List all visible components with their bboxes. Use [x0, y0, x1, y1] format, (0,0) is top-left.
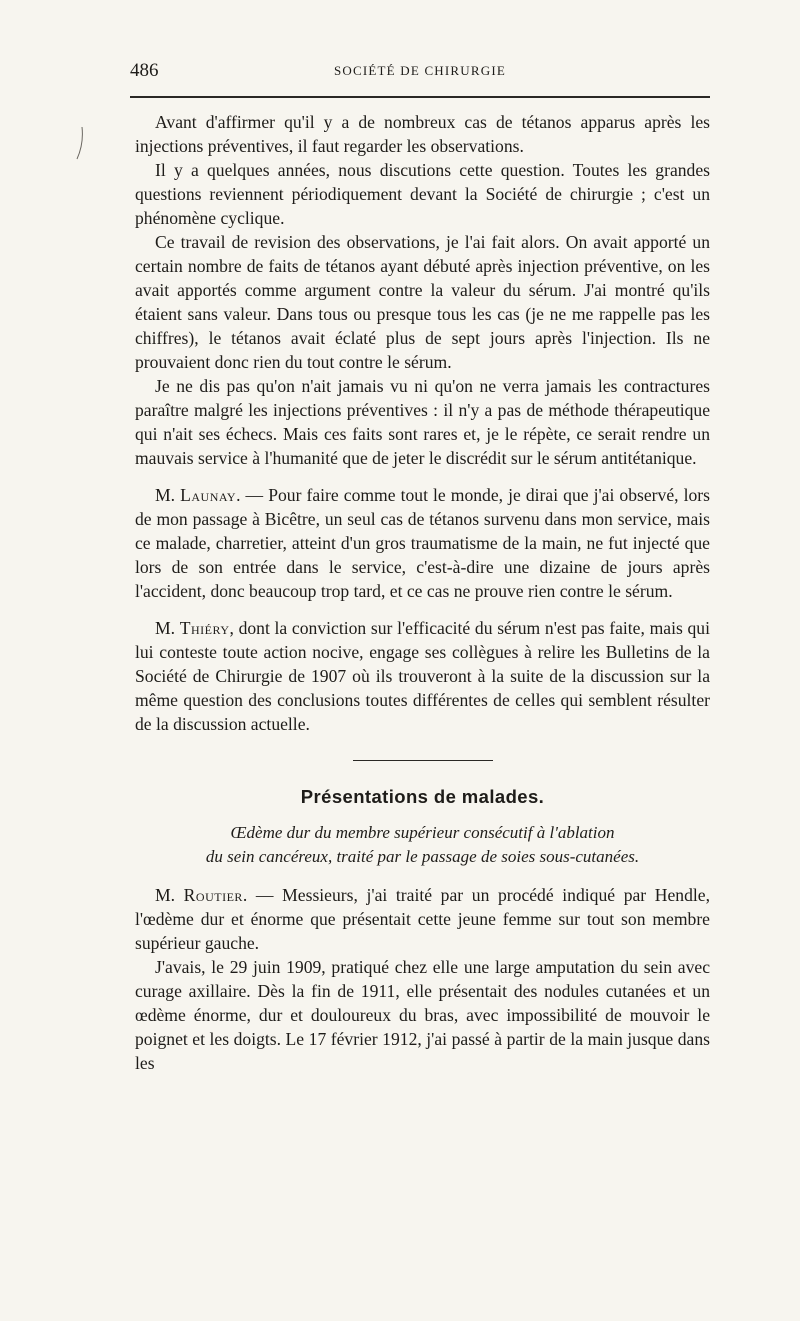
running-title: SOCIÉTÉ DE CHIRURGIE	[333, 63, 507, 78]
paragraph: Avant d'affirmer qu'il y a de nombreux cas de tétanos apparus après les injections préventives, il faut regarder les observations.	[135, 112, 710, 156]
speaker-prefix: M.	[155, 885, 184, 905]
speaker-name: Launay	[180, 485, 237, 505]
page-number: 486	[130, 60, 159, 81]
paragraph-launay	[135, 483, 710, 603]
subtitle-line: Œdème dur du membre supérieur consécutif à l'ablation	[230, 823, 615, 842]
section-subtitle	[135, 821, 710, 869]
paragraph-routier	[135, 883, 710, 955]
section-title: Présentations de malades.	[300, 786, 545, 807]
speaker-name: Thiéry	[179, 618, 230, 638]
body-text	[135, 110, 710, 1075]
page-header	[130, 60, 710, 86]
subtitle-line: du sein cancéreux, traité par le passage de soies sous-cutanées.	[205, 847, 640, 866]
paragraph: Je ne dis pas qu'on n'ait jamais vu ni qu'on ne verra jamais les contractures paraître malgré les injections préventives : il n'y a pas de méthode thérapeutique qui n'ait ses échecs. Mais ces faits sont rares et, je le répète, ce serait rendre un mauvais service à l'humanité que de jeter le discrédit sur le sérum antitétanique.	[135, 376, 710, 468]
speaker-prefix: M.	[155, 485, 181, 505]
header-rule	[130, 96, 710, 98]
paragraph-thiery	[135, 616, 710, 736]
speaker-text: . — Pour faire comme tout le monde, je dirai que j'ai observé, lors de mon passage à Bicêtre, un seul cas de tétanos survenu dans mon service, mais ce malade, charretier, atteint d'un gros traumatisme de la main, ne fut injecté que lors de son entrée dans le service, c'est-à-dire une dizaine de jours après l'accident, donc beaucoup trop tard, et ce cas ne prouve rien contre le sérum.	[135, 485, 710, 601]
speaker-prefix: M.	[155, 618, 180, 638]
margin-pencil-mark	[76, 126, 84, 160]
paragraph: Ce travail de revision des observations, je l'ai fait alors. On avait apporté un certain nombre de faits de tétanos ayant débuté après injection préventive, on les avait apportés comme argument contre la valeur du sérum. J'ai montré qu'ils étaient sans valeur. Dans tous ou presque tous les cas (je ne me rappelle pas les chiffres), le tétanos avait éclaté plus de sept jours après l'injection. Ils ne prouvaient donc rien du tout contre le sérum.	[135, 232, 710, 372]
section-separator	[353, 760, 493, 761]
speaker-text: , dont la conviction sur l'efficacité du sérum n'est pas faite, mais qui lui conteste toute action nocive, engage ses collègues à relire les Bulletins de la Société de Chirurgie de 1907 où ils trouveront à la suite de la discussion sur la même question des conclusions toutes différentes de celles qui semblent résulter de la discussion actuelle.	[135, 618, 710, 734]
paragraph: Il y a quelques années, nous discutions cette question. Toutes les grandes questions reviennent périodiquement devant la Société de chirurgie ; c'est un phénomène cyclique.	[135, 160, 710, 228]
speaker-name: Routier	[183, 885, 243, 905]
speaker-text: . — Messieurs, j'ai traité par un procédé indiqué par Hendle, l'œdème dur et énorme que présentait cette jeune femme sur tout son membre supérieur gauche.	[135, 885, 710, 953]
paragraph: J'avais, le 29 juin 1909, pratiqué chez elle une large amputation du sein avec curage axillaire. Dès la fin de 1911, elle présentait des nodules cutanées et un œdème énorme, dur et douloureux du bras, avec impossibilité de mouvoir le poignet et les doigts. Le 17 février 1912, j'ai passé à partir de la main jusque dans les	[135, 957, 710, 1073]
